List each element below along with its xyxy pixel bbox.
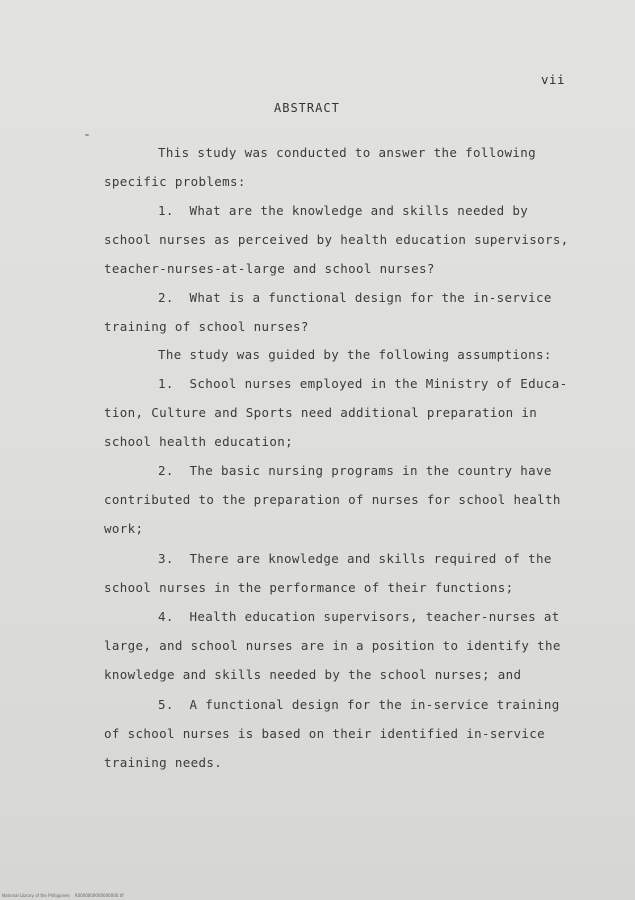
text-line: This study was conducted to answer the following bbox=[158, 145, 537, 160]
scan-footer: National Library of the Philippines R0000000000000000.tif bbox=[2, 893, 124, 898]
text-line: 2. The basic nursing programs in the country have bbox=[158, 463, 552, 478]
page-number: vii bbox=[541, 72, 566, 87]
text-line: specific problems: bbox=[104, 174, 246, 189]
text-line: 1. School nurses employed in the Ministry of Educa- bbox=[158, 376, 568, 391]
text-line: of school nurses is based on their identified in-service bbox=[104, 726, 546, 741]
text-line: school nurses in the performance of their functions; bbox=[104, 580, 514, 595]
text-line: tion, Culture and Sports need additional preparation in bbox=[104, 405, 538, 420]
abstract-heading: ABSTRACT bbox=[274, 101, 340, 115]
text-line: 2. What is a functional design for the in-service bbox=[158, 290, 552, 305]
text-line: knowledge and skills needed by the school nurses; and bbox=[104, 667, 522, 682]
text-line: 3. There are knowledge and skills required of the bbox=[158, 551, 552, 566]
text-line: The study was guided by the following assumptions: bbox=[158, 347, 552, 362]
text-line: contributed to the preparation of nurses for school health bbox=[104, 492, 561, 507]
text-line: school nurses as perceived by health education supervisors, bbox=[104, 232, 569, 247]
text-line: school health education; bbox=[104, 434, 294, 449]
text-line: training of school nurses? bbox=[104, 319, 309, 334]
text-line: teacher-nurses-at-large and school nurses? bbox=[104, 261, 435, 276]
text-line: large, and school nurses are in a position to identify the bbox=[104, 638, 561, 653]
text-line: work; bbox=[104, 521, 144, 536]
text-line: 5. A functional design for the in-service training bbox=[158, 697, 560, 712]
paper-speck bbox=[85, 134, 89, 136]
text-line: 4. Health education supervisors, teacher-nurses at bbox=[158, 609, 560, 624]
text-line: 1. What are the knowledge and skills needed by bbox=[158, 203, 529, 218]
text-line: training needs. bbox=[104, 755, 223, 770]
